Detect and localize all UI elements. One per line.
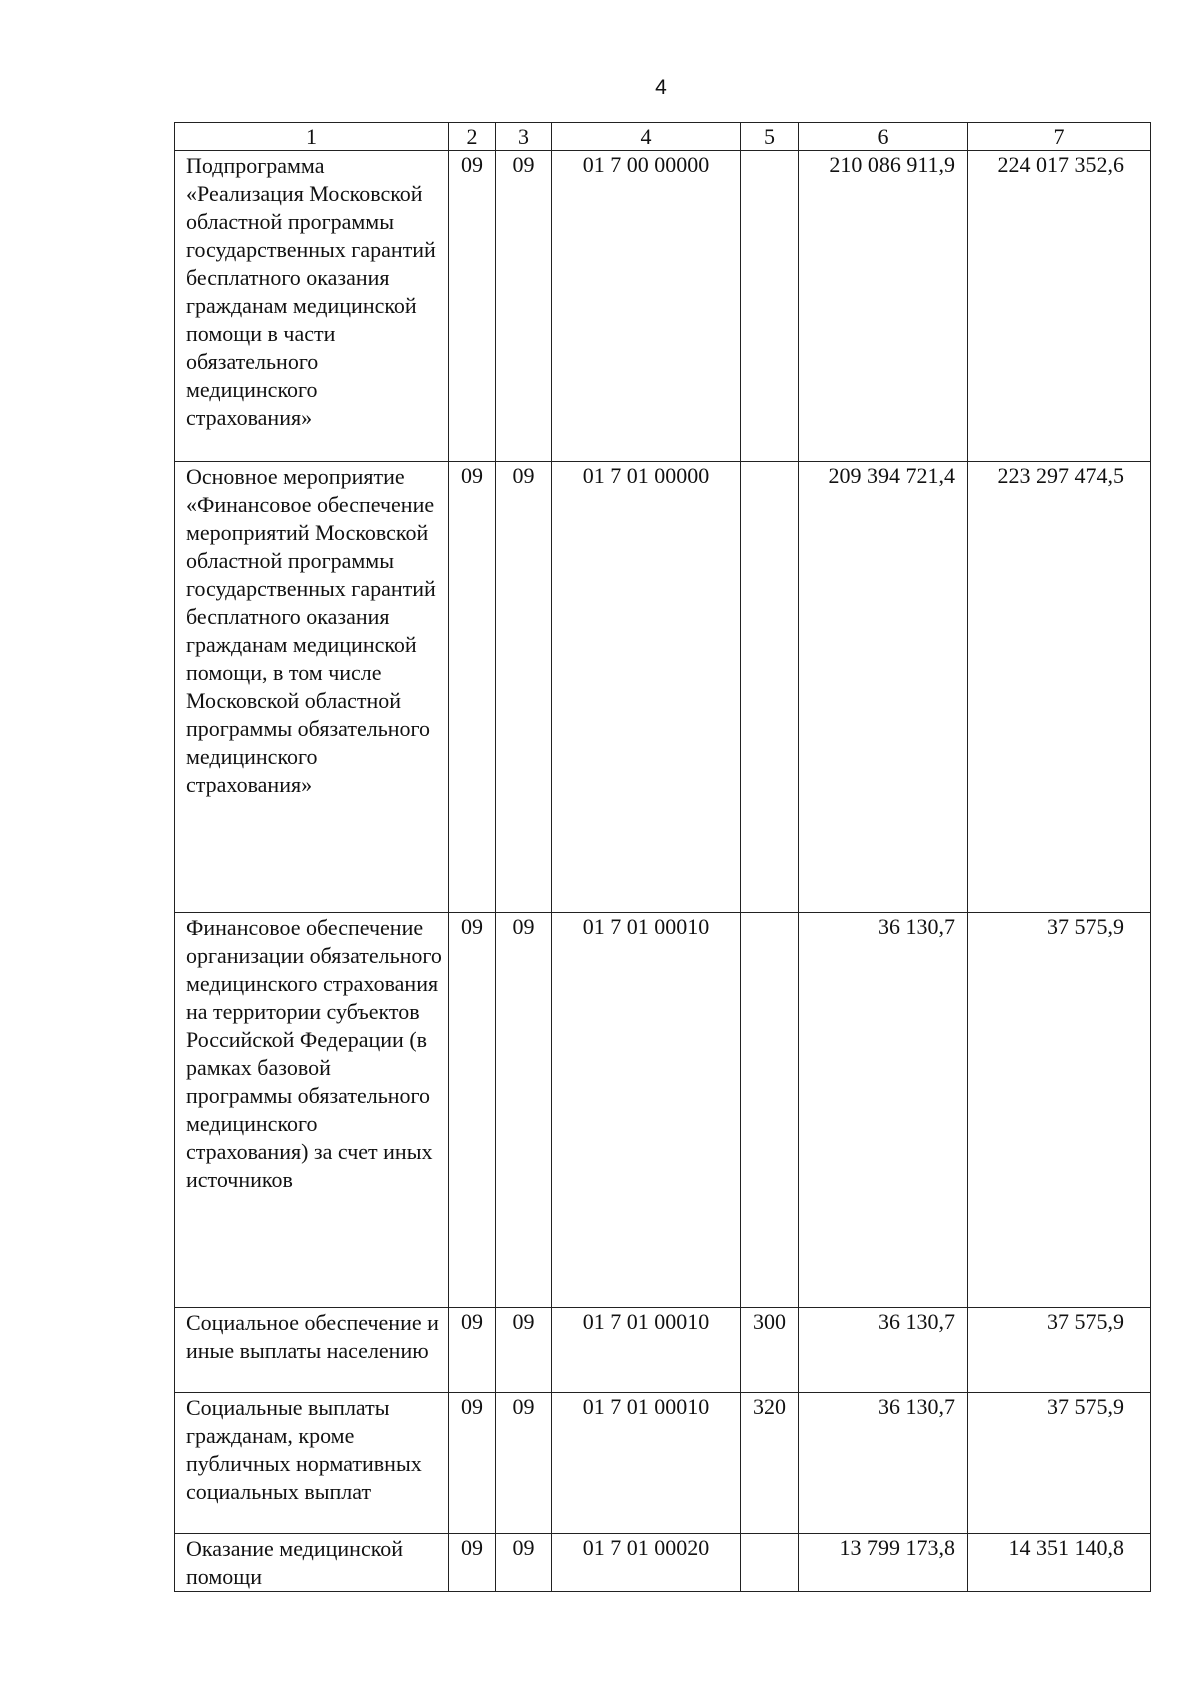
row-name: Финансовое обеспечение организации обязательного медицинского страхования на территории субъектов Российской Федерации (в рамках базовой программы обязательного медицинского страхования) за счет иных источников	[175, 913, 449, 1308]
row-col7: 224 017 352,6	[968, 151, 1151, 462]
column-header-1: 1	[175, 123, 449, 151]
row-col2: 09	[449, 462, 496, 913]
row-name: Подпрограмма «Реализация Московской областной программы государственных гарантий бесплатного оказания гражданам медицинской помощи в части обязательного медицинского страхования»	[175, 151, 449, 462]
row-col2: 09	[449, 1308, 496, 1393]
table-row	[175, 1534, 1151, 1592]
row-col3: 09	[496, 1534, 552, 1592]
row-col2: 09	[449, 151, 496, 462]
page-number: 4	[655, 76, 667, 99]
table-row	[175, 151, 1151, 462]
row-name: Основное мероприятие «Финансовое обеспечение мероприятий Московской областной программы государственных гарантий бесплатного оказания гражданам медицинской помощи, в том числе Московской областной программы обязательного медицинского страхования»	[175, 462, 449, 913]
row-col4: 01 7 01 00010	[552, 913, 741, 1308]
row-col6: 36 130,7	[799, 1308, 968, 1393]
budget-table	[174, 122, 1151, 1592]
row-col4: 01 7 01 00010	[552, 1308, 741, 1393]
row-col5	[741, 1534, 799, 1592]
row-col7: 223 297 474,5	[968, 462, 1151, 913]
row-col6: 210 086 911,9	[799, 151, 968, 462]
row-col3: 09	[496, 462, 552, 913]
table-row	[175, 1393, 1151, 1534]
column-header-4: 4	[552, 123, 741, 151]
row-col6: 209 394 721,4	[799, 462, 968, 913]
row-col6: 13 799 173,8	[799, 1534, 968, 1592]
row-col4: 01 7 00 00000	[552, 151, 741, 462]
table-row	[175, 462, 1151, 913]
row-name: Оказание медицинской помощи	[175, 1534, 449, 1592]
row-col5	[741, 462, 799, 913]
row-col2: 09	[449, 1393, 496, 1534]
row-col6: 36 130,7	[799, 913, 968, 1308]
row-col2: 09	[449, 913, 496, 1308]
row-col4: 01 7 01 00000	[552, 462, 741, 913]
row-col2: 09	[449, 1534, 496, 1592]
row-col7: 14 351 140,8	[968, 1534, 1151, 1592]
row-col3: 09	[496, 1393, 552, 1534]
row-col7: 37 575,9	[968, 1393, 1151, 1534]
row-col3: 09	[496, 1308, 552, 1393]
row-col5: 320	[741, 1393, 799, 1534]
table-row	[175, 913, 1151, 1308]
header-row	[175, 123, 1151, 151]
column-header-3: 3	[496, 123, 552, 151]
column-header-5: 5	[741, 123, 799, 151]
row-col5	[741, 913, 799, 1308]
column-header-6: 6	[799, 123, 968, 151]
row-col4: 01 7 01 00020	[552, 1534, 741, 1592]
row-col7: 37 575,9	[968, 913, 1151, 1308]
row-name: Социальные выплаты гражданам, кроме публичных нормативных социальных выплат	[175, 1393, 449, 1534]
row-col5	[741, 151, 799, 462]
column-header-2: 2	[449, 123, 496, 151]
row-col6: 36 130,7	[799, 1393, 968, 1534]
row-col4: 01 7 01 00010	[552, 1393, 741, 1534]
row-col7: 37 575,9	[968, 1308, 1151, 1393]
table-row	[175, 1308, 1151, 1393]
row-col5: 300	[741, 1308, 799, 1393]
row-col3: 09	[496, 913, 552, 1308]
row-name: Социальное обеспечение и иные выплаты населению	[175, 1308, 449, 1393]
column-header-7: 7	[968, 123, 1151, 151]
row-col3: 09	[496, 151, 552, 462]
